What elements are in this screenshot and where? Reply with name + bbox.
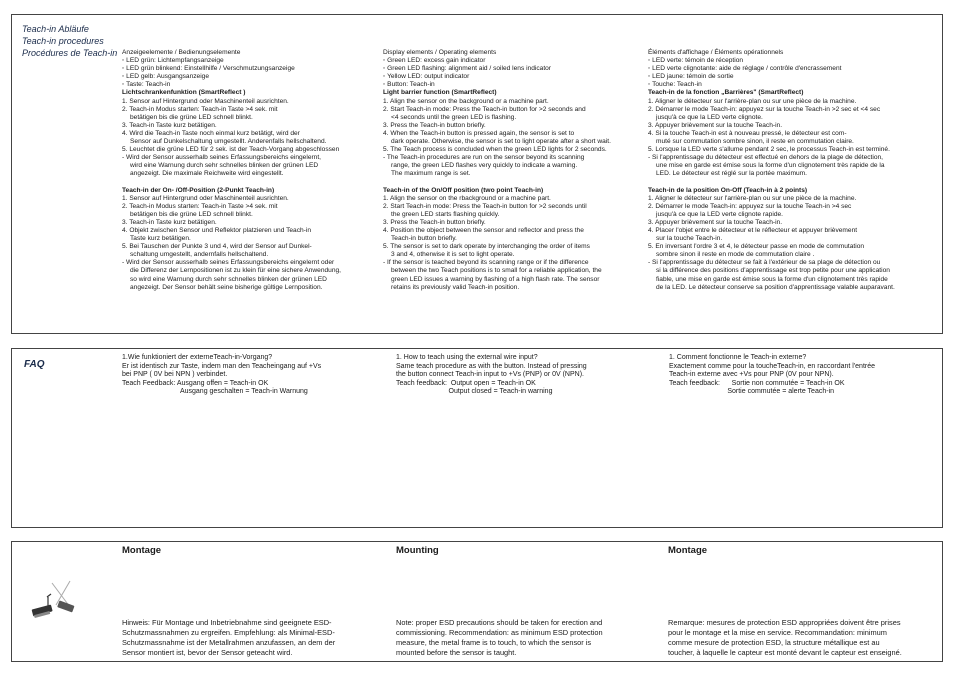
text-line: 5. Leuchtet die grüne LED für 2 sek. ist der Teach-Vorgang abgeschlossen (122, 146, 340, 154)
montage-heading-french: Montage (668, 545, 708, 556)
text-line: 1. Aligner le détecteur sur l'arrière-plan ou sur une pièce de la machine. (648, 194, 857, 202)
text-line: 3. Teach-in Taste kurz betätigen. (122, 121, 217, 129)
text-line: mounted before the sensor is taught. (396, 648, 517, 657)
montage-section (11, 541, 943, 662)
text-line: - Si l'apprentissage du détecteur est effectué en dehors de la plage de détection, (648, 154, 884, 162)
text-line: Teach-in externe avec +Vs pour PNP (0V pour NPN). (669, 371, 834, 379)
text-line: si la différence des positions d'apprentissage est trop petite pour une application (656, 267, 890, 275)
text-line: green LED issues a warning by flashing of a high flash rate. The sensor (391, 275, 600, 283)
text-line: betätigen bis die grüne LED schnell blinkt. (130, 113, 253, 121)
text-line: Éléments d'affichage / Éléments opérationnels (648, 49, 784, 56)
text-line (383, 179, 648, 187)
text-line: between the two Teach positions is to small for a reliable application, the (391, 267, 602, 275)
text-line: - Si l'apprentissage du détecteur se fait à l'extérieur de sa plage de détection ou (648, 259, 881, 267)
text-line: une mise en garde est émise sous la forme d'un clignotement très rapide de la (656, 162, 885, 170)
text-line: jusqu'à ce que la LED verte clignote rapide. (656, 210, 783, 218)
text-line: 5. En inversant l'ordre 3 et 4, le détecteur passe en mode de commutation (648, 243, 865, 251)
section-heading: Teach-in de la position On-Off (Teach-in à 2 points) (648, 186, 808, 194)
section-heading: Lichtschrankenfunktion (SmartReflect ) (122, 89, 246, 97)
text-line: ◦ LED gelb: Ausgangsanzeige (122, 73, 384, 81)
text-line: the green LED starts flashing quickly. (391, 210, 500, 218)
text-line: 2. Démarrer le mode Teach-in: appuyez sur la touche Teach-in >4 sec (648, 202, 852, 210)
text-line: 2. Teach-in Modus starten: Teach-in Taste >4 sek. mit (122, 202, 278, 210)
text-line: LED. Le détecteur est réglé sur la portée maximum. (656, 170, 807, 178)
text-line: Hinweis: Für Montage und Inbetriebnahme sind geeignete ESD- (122, 618, 332, 627)
text-line: 1. Align the sensor on the background or a machine part. (383, 97, 549, 105)
montage-text-french (668, 618, 940, 658)
text-line: The maximum range is set. (391, 170, 471, 178)
text-line: 1. Aligner le détecteur sur l'arrière-plan ou sur une pièce de la machine. (648, 97, 857, 105)
text-line: Teach feedback: Output open = Teach-in OK (396, 379, 536, 387)
text-line: 1.Wie funktioniert der externeTeach-in-Vorgang? (122, 354, 273, 361)
text-line: 4. Wird die Teach-in Taste noch einmal kurz betätigt, wird der (122, 129, 300, 137)
text-line: 3. Appuyer brièvement sur la touche Teach-in. (648, 121, 783, 129)
text-line: Sortie commutée = alerte Teach-in (669, 388, 835, 396)
text-line: 5. The Teach process is concluded when the green LED lights for 2 seconds. (383, 146, 607, 154)
text-line: dark operate. Otherwise, the sensor is set to light operate after a short wait. (391, 138, 611, 146)
faq-column-english (396, 354, 587, 397)
teach-in-section (11, 14, 943, 334)
text-line: 3. Teach-in Taste kurz betätigen. (122, 218, 217, 226)
text-line: Schutzmassnahmen zu ergreifen. Empfehlung: als Minimal-ESD- (122, 628, 335, 637)
text-line: fiable, une mise en garde est émise sous la forme d'un clignotement très rapide (656, 275, 888, 283)
text-line: - The Teach-in procedures are run on the sensor beyond its scanning (383, 154, 585, 162)
text-line: Remarque: mesures de protection ESD appropriées doivent être prises (668, 618, 901, 627)
text-line: 1. Comment fonctionne le Teach-in externe? (669, 354, 807, 361)
text-line: 3. Appuyer brièvement sur la touche Teach-in. (648, 218, 783, 226)
text-line: 1. Sensor auf Hintergrund oder Maschinenteil ausrichten. (122, 97, 289, 105)
text-line: 4. Si la touche Teach-in est à nouveau pressé, le détecteur est com- (648, 129, 847, 137)
text-line: retains its previously valid Teach-in position. (391, 283, 520, 291)
text-line: 3 and 4, otherwise it is set to light operate. (391, 251, 515, 259)
text-line: - Wird der Sensor ausserhalb seines Erfassungsbereichs eingelernt, (122, 154, 322, 162)
text-line: 3. Press the Teach-in button briefly. (383, 121, 486, 129)
text-line: Sensor montiert ist, bevor der Sensor geteacht wird. (122, 648, 293, 657)
title-de: Teach-in Abläufe (22, 24, 89, 34)
text-line: ◦ Taste: Teach-in (122, 81, 384, 89)
text-line: pour le montage et la mise en service. Recommandation: minimum (668, 628, 887, 637)
text-line: Sensor auf Dunkelschaltung umgestellt. Anderenfalls hellschaltend. (130, 138, 327, 146)
text-line: ◦ Green LED flashing: alignment aid / soiled lens indicator (383, 65, 648, 73)
text-line: angezeigt. Der Sensor behält seine bisherige gültige Lernposition. (130, 283, 323, 291)
text-line (122, 179, 384, 187)
montage-heading-german: Montage (122, 545, 162, 556)
text-line: 5. Lorsque la LED verte s'allume pendant 2 sec, le processus Teach-in est terminé. (648, 146, 890, 154)
title-en: Teach-in procedures (22, 36, 104, 46)
montage-heading-english: Mounting (396, 545, 439, 556)
text-line: 4. Placer l'objet entre le détecteur et le réflecteur et appuyer brièvement (648, 226, 858, 234)
text-line: ◦ LED jaune: témoin de sortie (648, 73, 938, 81)
text-line: Er ist identisch zur Taste, indem man den Teacheingang auf +Vs (122, 362, 322, 370)
text-line: Teach feedback: Sortie non commutée = Teach-in OK (669, 379, 845, 387)
text-line: range, the green LED flashes very quickly to indicate a warning. (391, 162, 578, 170)
text-line: - Wird der Sensor ausserhalb seines Erfassungsbereichs eingelernt oder (122, 259, 335, 267)
teach-in-titles (22, 23, 117, 59)
text-line: angezeigt. Die maximale Reichweite wird eingestellt. (130, 170, 284, 178)
text-line: ◦ Touche: Teach-in (648, 81, 938, 89)
text-line: 1. Sensor auf Hintergrund oder Maschinenteil ausrichten. (122, 194, 289, 202)
text-line: muté sur commutation sombre sinon, il reste en commutation claire. (656, 138, 854, 146)
text-line: Ausgang geschalten = Teach-in Warnung (122, 388, 308, 396)
text-line (648, 179, 938, 187)
montage-text-german (122, 618, 384, 658)
text-line: 2. Teach-in Modus starten: Teach-in Taste >4 sek. mit (122, 105, 278, 113)
text-line: Teach Feedback: Ausgang offen = Teach-in OK (122, 379, 269, 387)
teach-column-english (383, 49, 648, 292)
montage-text-english (396, 618, 658, 658)
text-line: ◦ Yellow LED: output indicator (383, 73, 648, 81)
text-line: so wird eine Warnung durch sehr schnelles blinken der grünen LED (130, 275, 327, 283)
text-line: the button connect Teach-in input to +Vs (PNP) or 0V (NPN). (396, 371, 584, 379)
text-line: measure, the metal frame is to touch, to which the sensor is (396, 638, 592, 647)
text-line: 2. Start Teach-in mode: Press the Teach-in button for >2 seconds until (383, 202, 587, 210)
text-line: ◦ LED grün blinkend: Einstellhilfe / Verschmutzungsanzeige (122, 65, 384, 73)
text-line: jusqu'à ce que la LED verte clignote. (656, 113, 763, 121)
text-line: Exactement comme pour la toucheTeach-in, en raccordant l'entrée (669, 362, 876, 370)
section-heading: Teach-in de la fonction „Barrières" (SmartReflect) (648, 89, 804, 97)
faq-column-french (669, 354, 875, 397)
text-line: ◦ LED grün: Lichtempfangsanzeige (122, 57, 384, 65)
teach-column-german (122, 49, 384, 292)
text-line: betätigen bis die grüne LED schnell blinkt. (130, 210, 253, 218)
text-line: 4. Position the object between the sensor and reflector and press the (383, 226, 584, 234)
text-line: - If the sensor is teached beyond its scanning range or if the difference (383, 259, 589, 267)
text-line: schaltung umgestellt, andernfalls hellschaltend. (130, 251, 269, 259)
text-line: Schutzmassnahme ist der Metallrahmen anzufassen, an dem der (122, 638, 336, 647)
text-line: toucher, à laquelle le capteur est monté devant le capteur est enseigné. (668, 648, 902, 657)
text-line: de la LED. Le détecteur conserve sa position d'apprentissage valable auparavant. (656, 283, 895, 291)
text-line: 5. The sensor is set to dark operate by interchanging the order of items (383, 243, 590, 251)
text-line: 1. How to teach using the external wire input? (396, 354, 538, 361)
text-line: <4 seconds until the green LED is flashing. (391, 113, 517, 121)
text-line: 5. Bei Tauschen der Punkte 3 und 4, wird der Sensor auf Dunkel- (122, 243, 312, 251)
sensor-mounting-illustration (26, 577, 78, 627)
section-heading: Light barrier function (SmartReflect) (383, 89, 497, 97)
text-line: sombre sinon il reste en mode de commutation claire . (656, 251, 815, 259)
text-line: sur la touche Teach-in. (656, 235, 723, 243)
text-line: Display elements / Operating elements (383, 49, 497, 56)
text-line: Output closed = Teach-in warning (396, 388, 553, 396)
text-line: comme mesure de protection ESD, la structure métallique est au (668, 638, 880, 647)
text-line: ◦ LED verte: témoin de réception (648, 57, 938, 65)
text-line: ◦ Button: Teach-in (383, 81, 648, 89)
text-line: Teach-in button briefly. (391, 235, 457, 243)
section-heading: Teach-in of the On/Off position (two point Teach-in) (383, 186, 544, 194)
text-line: 2. Start Teach-in mode: Press the Teach-in button for >2 seconds and (383, 105, 586, 113)
title-fr: Procédures de Teach-in (22, 48, 118, 58)
text-line: Same teach procedure as with the button. Instead of pressing (396, 362, 587, 370)
text-line: 4. Objekt zwischen Sensor und Reflektor platzieren und Teach-in (122, 226, 312, 234)
text-line: 2. Démarrer le mode Teach-in: appuyez sur la touche Teach-in >2 sec et <4 sec (648, 105, 881, 113)
text-line: die Differenz der Lernpositionen ist zu klein für eine sichere Anwendung, (130, 267, 342, 275)
teach-column-french (648, 49, 938, 292)
text-line: Note: proper ESD precautions should be taken for erection and (396, 618, 603, 627)
text-line: 4. When the Teach-in button is pressed again, the sensor is set to (383, 129, 575, 137)
text-line: bei PNP ( 0V bei NPN ) verbindet. (122, 371, 228, 379)
faq-column-german (122, 354, 321, 397)
text-line: 3. Press the Teach-in button briefly. (383, 218, 486, 226)
text-line: commissioning. Recommendation: as minimum ESD protection (396, 628, 603, 637)
text-line: 1. Align the sensor on the rbackground or a machine part. (383, 194, 551, 202)
text-line: ◦ LED verte clignotante: aide de réglage / contrôle d'encrassement (648, 65, 938, 73)
text-line: Anzeigeelemente / Bedienungselemente (122, 49, 241, 56)
text-line: wird eine Warnung durch sehr schnelles blinken der grünen LED (130, 162, 319, 170)
section-heading: Teach-in der On- /Off-Position (2-Punkt Teach-in) (122, 186, 275, 194)
faq-title: FAQ (24, 359, 45, 370)
text-line: ◦ Green LED: excess gain indicator (383, 57, 648, 65)
faq-section (11, 348, 943, 528)
text-line: Taste kurz betätigen. (130, 235, 191, 243)
